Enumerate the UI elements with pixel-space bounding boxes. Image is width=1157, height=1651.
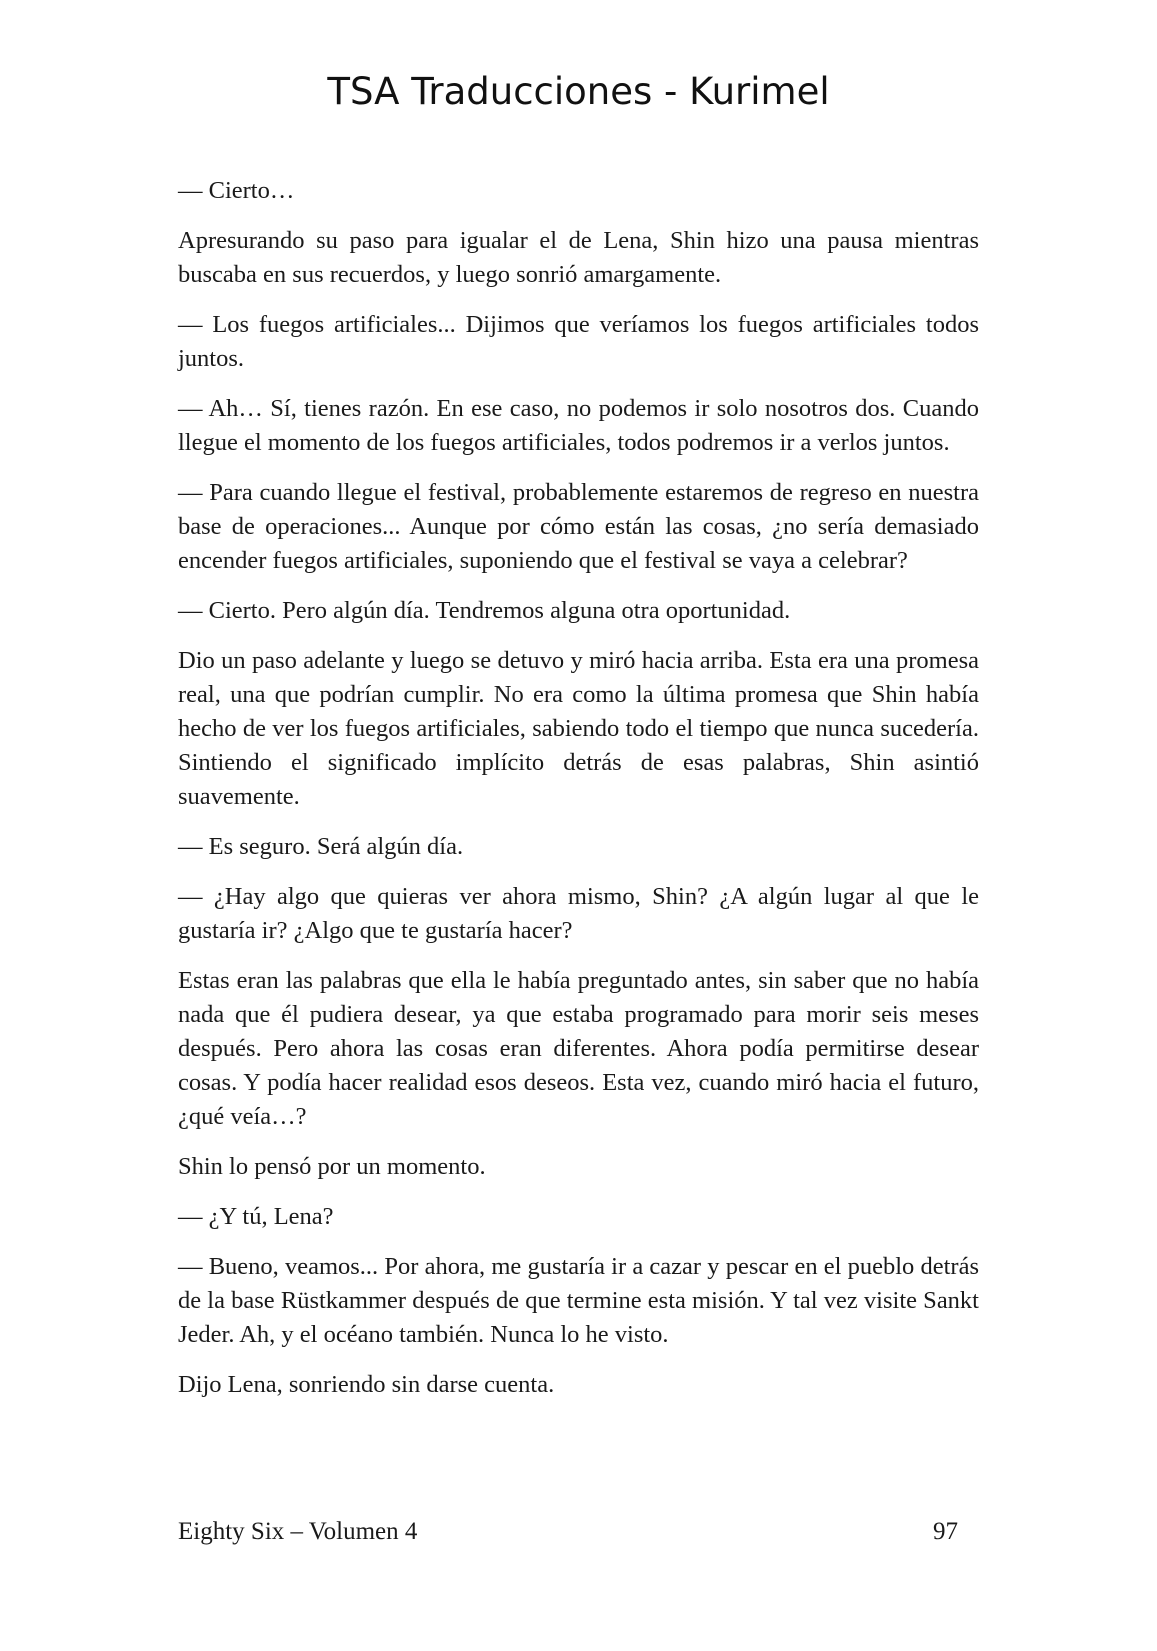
paragraph-3: — Los fuegos artificiales... Dijimos que veríamos los fuegos artificiales todos juntos.: [178, 311, 979, 372]
paragraph-14: Dijo Lena, sonriendo sin darse cuenta.: [178, 1371, 555, 1398]
footer-page-number: 97: [933, 1518, 958, 1545]
paragraph-12: — ¿Y tú, Lena?: [178, 1203, 334, 1230]
paragraph-4: — Ah… Sí, tienes razón. En ese caso, no podemos ir solo nosotros dos. Cuando llegue el momento de los fuegos artificiales, todos podremos ir a verlos juntos.: [178, 395, 979, 456]
page-header-title: TSA Traducciones - Kurimel: [327, 70, 830, 113]
paragraph-8: — Es seguro. Será algún día.: [178, 833, 464, 860]
footer-book-title: Eighty Six – Volumen 4: [178, 1518, 418, 1545]
paragraph-1: — Cierto…: [178, 177, 295, 204]
paragraph-2: Apresurando su paso para igualar el de Lena, Shin hizo una pausa mientras buscaba en sus recuerdos, y luego sonrió amargamente.: [178, 227, 979, 288]
paragraph-13: — Bueno, veamos... Por ahora, me gustaría ir a cazar y pescar en el pueblo detrás de la base Rüstkammer después de que termine esta misión. Y tal vez visite Sankt Jeder. Ah, y el océano también. Nunca lo he visto.: [178, 1253, 979, 1348]
paragraph-9: — ¿Hay algo que quieras ver ahora mismo, Shin? ¿A algún lugar al que le gustaría ir? ¿Algo que te gustaría hacer?: [178, 883, 979, 944]
paragraph-7: Dio un paso adelante y luego se detuvo y miró hacia arriba. Esta era una promesa real, una que podrían cumplir. No era como la última promesa que Shin había hecho de ver los fuegos artificiales, sabiendo todo el tiempo que nunca sucedería. Sintiendo el significado implícito detrás de esas palabras, Shin asintió suavemente.: [178, 647, 979, 810]
paragraph-5: — Para cuando llegue el festival, probablemente estaremos de regreso en nuestra base de operaciones... Aunque por cómo están las cosas, ¿no sería demasiado encender fuegos artificiales, suponiendo que el festival se vaya a celebrar?: [178, 479, 979, 574]
paragraph-11: Shin lo pensó por un momento.: [178, 1153, 486, 1180]
page-body-text: [178, 174, 979, 1418]
paragraph-10: Estas eran las palabras que ella le había preguntado antes, sin saber que no había nada que él pudiera desear, ya que estaba programado para morir seis meses después. Pero ahora las cosas eran diferentes. Ahora podía permitirse desear cosas. Y podía hacer realidad esos deseos. Esta vez, cuando miró hacia el futuro, ¿qué veía…?: [178, 967, 979, 1130]
paragraph-6: — Cierto. Pero algún día. Tendremos alguna otra oportunidad.: [178, 597, 791, 624]
